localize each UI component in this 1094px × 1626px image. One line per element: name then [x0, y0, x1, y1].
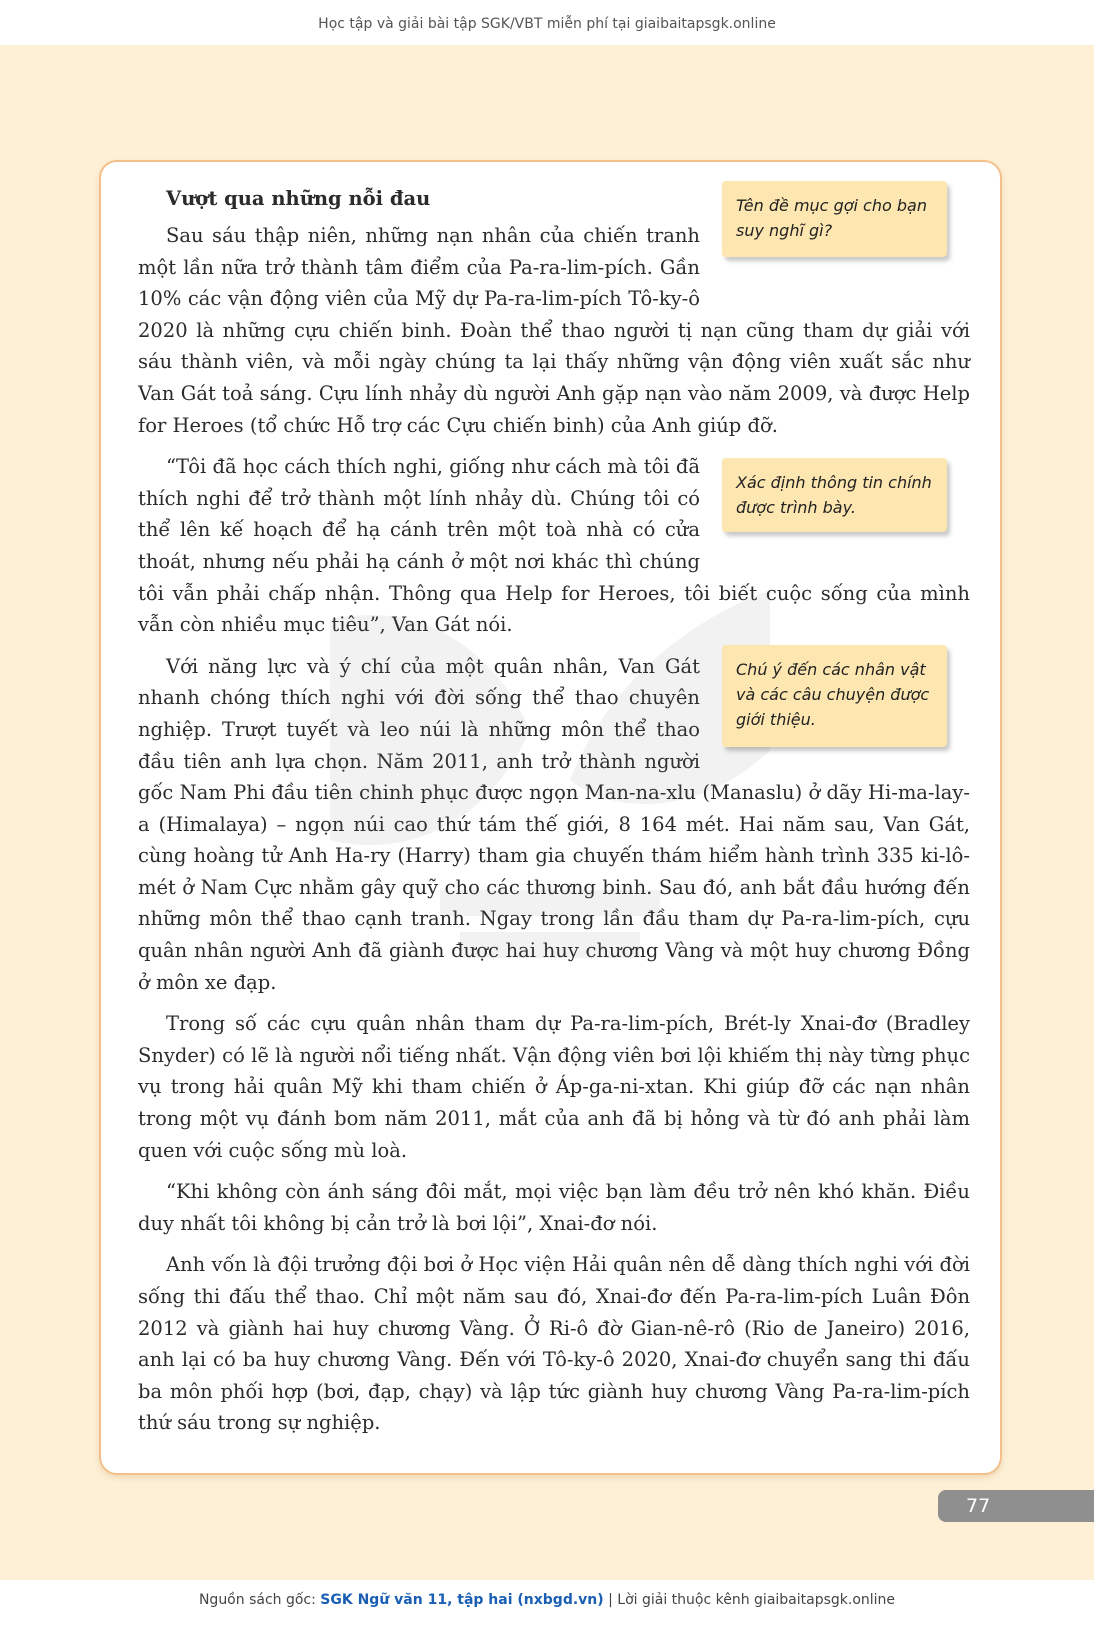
margin-note-text: Chú ý đến các nhân vật và các câu chuyện được giới thiệu. — [736, 660, 930, 729]
margin-note-text: Xác định thông tin chính được trình bày. — [736, 473, 932, 517]
article-paragraph: “Khi không còn ánh sáng đôi mắt, mọi việc bạn làm đều trở nên khó khăn. Điều duy nhất tôi không bị cản trở là bơi lội”, Xnai-đơ nói. — [138, 1180, 970, 1235]
page-number — [938, 1490, 1094, 1522]
article-title: Vượt qua những nỗi đau — [166, 187, 431, 210]
bottom-banner — [0, 1580, 1094, 1626]
footer-prefix: Nguồn sách gốc: — [198, 1592, 316, 1608]
source-book-link[interactable]: SGK Ngữ văn 11, tập hai (nxbgd.vn) — [320, 1592, 604, 1608]
margin-note-text: Tên đề mục gợi cho bạn suy nghĩ gì? — [736, 196, 927, 240]
footer-suffix: | Lời giải thuộc kênh giaibaitapsgk.online — [608, 1592, 896, 1608]
article-paragraph: “Tôi đã học cách thích nghi, giống như cách mà tôi đã thích nghi để trở thành một lính nhảy dù. Chúng tôi có thể lên kế hoạch để hạ cánh trên một toà nhà có cửa thoát, nhưng nếu phải hạ cánh ở một nơi khác thì chúng tôi vẫn phải chấp nhận. Thông qua Help for Heroes, tôi biết cuộc sống của mình vẫn còn nhiều mục tiêu”, Van Gát nói. — [138, 455, 970, 637]
article-body — [138, 184, 970, 1449]
article-paragraph: Trong số các cựu quân nhân tham dự Pa-ra-lim-pích, Brét-ly Xnai-đơ (Bradley Snyder) có lẽ là người nổi tiếng nhất. Vận động viên bơi lội khiếm thị này từng phục vụ trong hải quân Mỹ khi tham chiến ở Áp-ga-ni-xtan. Khi giúp đỡ các nạn nhân trong một vụ đánh bom năm 2011, mắt của anh đã bị hỏng và từ đó anh phải làm quen với cuộc sống mù loà. — [138, 1012, 970, 1162]
article-paragraph: Anh vốn là đội trưởng đội bơi ở Học viện Hải quân nên dễ dàng thích nghi với đời sống thi đấu thể thao. Chỉ một năm sau đó, Xnai-đơ đến Pa-ra-lim-pích Luân Đôn 2012 và giành hai huy chương Vàng. Ở Ri-ô đờ Gian-nê-rô (Rio de Janeiro) 2016, anh lại có ba huy chương Vàng. Đến với Tô-ky-ô 2020, Xnai-đơ chuyển sang thi đấu ba môn phối hợp (bơi, đạp, chạy) và lập tức giành huy chương Vàng Pa-ra-lim-pích thứ sáu trong sự nghiệp. — [138, 1253, 970, 1435]
top-banner — [0, 0, 1094, 45]
margin-note — [722, 458, 947, 532]
article-card — [99, 160, 1002, 1475]
margin-note — [722, 181, 947, 257]
page-number-text: 77 — [966, 1495, 991, 1517]
top-banner-text: Học tập và giải bài tập SGK/VBT miễn phí tại giaibaitapsgk.online — [318, 16, 776, 32]
article-paragraph: Sau sáu thập niên, những nạn nhân của chiến tranh một lần nữa trở thành tâm điểm của Pa-ra-lim-pích. Gần 10% các vận động viên của Mỹ dự Pa-ra-lim-pích Tô-ky-ô 2020 là những cựu chiến binh. Đoàn thể thao người tị nạn cũng tham dự giải với sáu thành viên, và mỗi ngày chúng ta lại thấy những vận động viên xuất sắc như Van Gát toả sáng. Cựu lính nhảy dù người Anh gặp nạn vào năm 2009, và được Help for Heroes (tổ chức Hỗ trợ các Cựu chiến binh) của Anh giúp đỡ. — [138, 224, 970, 437]
margin-note — [722, 645, 947, 747]
article-paragraph: Với năng lực và ý chí của một quân nhân, Van Gát nhanh chóng thích nghi với đời sống thể thao chuyên nghiệp. Trượt tuyết và leo núi là những môn thể thao đầu tiên anh lựa chọn. Năm 2011, anh trở thành người gốc Nam Phi đầu tiên chinh phục được ngọn Man-na-xlu (Manaslu) ở dãy Hi-ma-lay-a (Himalaya) – ngọn núi cao thứ tám thế giới, 8 164 mét. Hai năm sau, Van Gát, cùng hoàng tử Anh Ha-ry (Harry) tham gia chuyến thám hiểm hành trình 335 ki-lô-mét ở Nam Cực nhằm gây quỹ cho các thương binh. Sau đó, anh bắt đầu hướng đến những môn thể thao cạnh tranh. Ngay trong lần đầu tham dự Pa-ra-lim-pích, cựu quân nhân người Anh đã giành được hai huy chương Vàng và một huy chương Đồng ở môn xe đạp. — [138, 654, 970, 994]
